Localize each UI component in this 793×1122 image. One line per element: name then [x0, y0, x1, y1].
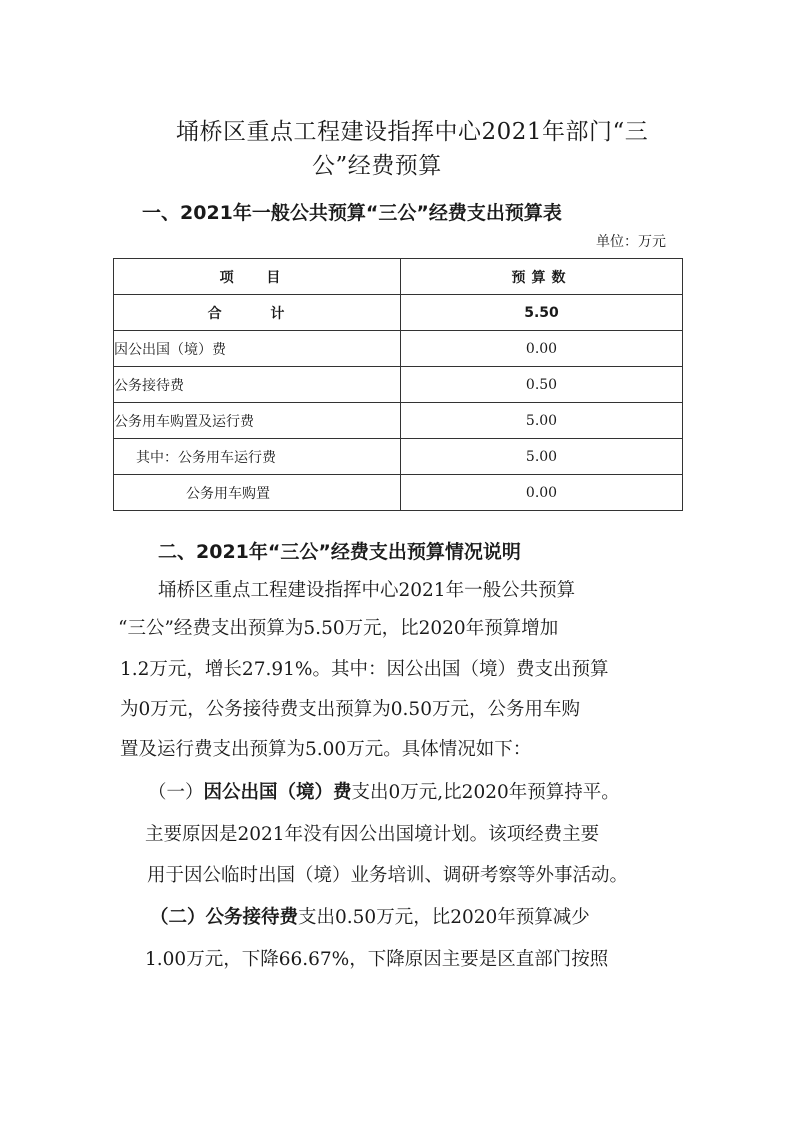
- table-row: [114, 403, 683, 439]
- row-label: 公务接待费: [114, 367, 401, 403]
- item-1-text: 支出0万元,比2020年预算持平。: [351, 782, 620, 803]
- three-public-expenses-table: [113, 258, 683, 511]
- unit-label: 单位：万元: [596, 234, 666, 250]
- row-label: 其中：公务用车运行费: [114, 439, 401, 475]
- row-value: 0.00: [401, 331, 683, 367]
- section-2-heading: 二、2021年“三公”经费支出预算情况说明: [158, 541, 521, 563]
- item-2-text: 支出0.50万元，比2020年预算减少: [298, 907, 590, 928]
- row-label: 公务用车购置: [114, 475, 401, 511]
- table-row: [114, 367, 683, 403]
- row-value: 5.00: [401, 403, 683, 439]
- row-value: 0.00: [401, 475, 683, 511]
- row-value: 5.00: [401, 439, 683, 475]
- total-value: 5.50: [401, 295, 683, 331]
- item-2-bold-title: （二）公务接待费: [150, 907, 299, 928]
- table-row: [114, 331, 683, 367]
- paragraph-line: 1.2万元，增长27.91%。其中：因公出国（境）费支出预算: [120, 659, 609, 680]
- paragraph-line: 主要原因是2021年没有因公出国境计划。该项经费主要: [145, 824, 600, 845]
- table-header-row: [114, 259, 683, 295]
- document-title-line-2: 公”经费预算: [312, 153, 442, 179]
- paragraph-line: 埇桥区重点工程建设指挥中心2021年一般公共预算: [158, 580, 576, 601]
- paragraph-line: 为0万元，公务接待费支出预算为0.50万元，公务用车购: [120, 699, 580, 720]
- section-1-heading: 一、2021年一般公共预算“三公”经费支出预算表: [142, 202, 562, 224]
- paragraph-line: 用于因公临时出国（境）业务培训、调研考察等外事活动。: [147, 865, 629, 886]
- column-header-item: 项 目: [114, 259, 401, 295]
- item-1-bold-title: 因公出国（境）费: [203, 782, 352, 803]
- row-value: 0.50: [401, 367, 683, 403]
- column-header-budget: 预算数: [401, 259, 683, 295]
- item-2-first-line: [150, 903, 590, 929]
- row-label: 因公出国（境）费: [114, 331, 401, 367]
- table-row: [114, 475, 683, 511]
- table-row: [114, 439, 683, 475]
- item-1-first-line: [148, 778, 620, 804]
- total-label: 合 计: [114, 295, 401, 331]
- paragraph-line: 1.00万元，下降66.67%，下降原因主要是区直部门按照: [145, 949, 609, 970]
- row-label: 公务用车购置及运行费: [114, 403, 401, 439]
- item-1-prefix: （一）: [148, 782, 204, 803]
- paragraph-line: 置及运行费支出预算为5.00万元。具体情况如下：: [120, 739, 532, 760]
- table-total-row: [114, 295, 683, 331]
- document-title-line-1: 埇桥区重点工程建设指挥中心2021年部门“三: [176, 119, 649, 145]
- paragraph-line: “三公”经费支出预算为5.50万元，比2020年预算增加: [118, 618, 559, 639]
